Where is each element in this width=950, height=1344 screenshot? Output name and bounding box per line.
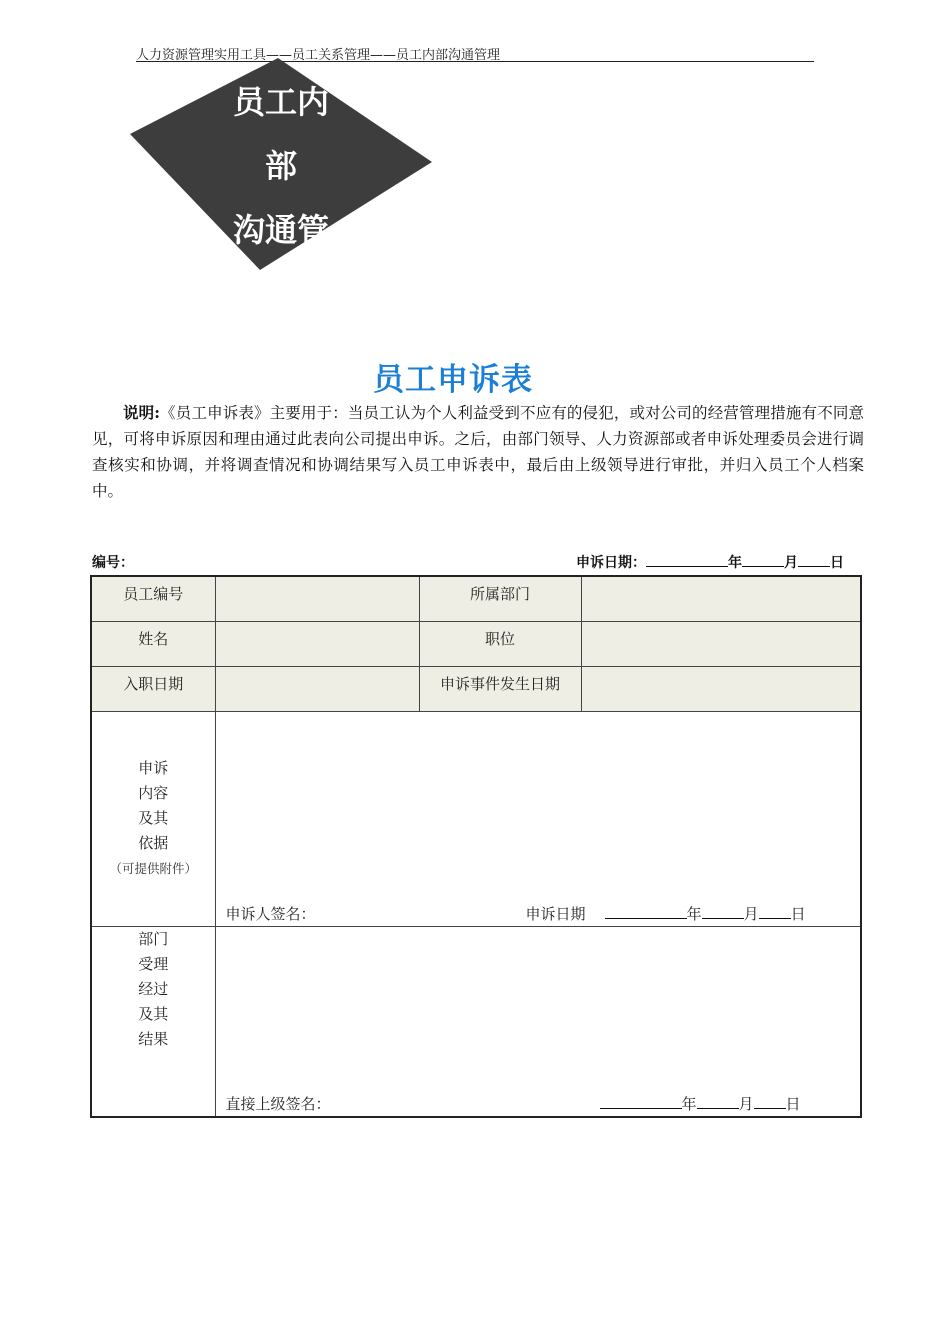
description-text: 《员工申诉表》主要用于：当员工认为个人利益受到不应有的侵犯，或对公司的经营管理措施有不同意见，可将申诉原因和理由通过此表向公司提出申诉。之后，由部门领导、人力资源部或者申诉处理委员会进行调查核实和协调，并将调查情况和协调结果写入员工申诉表中，最后由上级领导进行审批，并归入员工个人档案中。 xyxy=(92,404,864,500)
complaint-date-label: 申诉日期： xyxy=(576,555,646,571)
year-blank[interactable] xyxy=(646,552,728,567)
department-handling-label xyxy=(91,926,215,1117)
appeal-form-table xyxy=(90,575,862,1118)
handling-label-line: 及其 xyxy=(138,1004,169,1023)
supervisor-signature-line xyxy=(226,1093,851,1114)
sup-year-label: 年 xyxy=(681,1095,697,1113)
running-header: 人力资源管理实用工具——员工关系管理——员工内部沟通管理 xyxy=(136,48,501,63)
month-blank[interactable] xyxy=(742,552,784,567)
employee-id-label: 员工编号 xyxy=(91,576,215,621)
badge-line-1: 员工内 xyxy=(232,83,329,121)
form-title: 员工申诉表 xyxy=(373,362,533,398)
badge-text xyxy=(130,80,432,270)
form-meta-row xyxy=(92,552,844,572)
sig-month-label: 月 xyxy=(743,904,759,923)
sup-day-label: 日 xyxy=(785,1095,801,1113)
table-row xyxy=(91,711,861,926)
form-number-label: 编号： xyxy=(92,555,134,571)
year-label: 年 xyxy=(728,555,742,571)
position-field[interactable] xyxy=(581,621,861,666)
badge-line-3: 沟通管 xyxy=(232,211,329,249)
sup-month-blank[interactable] xyxy=(697,1094,739,1109)
complaint-label-line: 依据 xyxy=(138,834,169,852)
complaint-signature-line xyxy=(226,903,851,924)
supervisor-signature-date xyxy=(600,1093,801,1114)
sig-year-label: 年 xyxy=(686,904,702,923)
name-label: 姓名 xyxy=(91,621,215,666)
supervisor-signature-label: 直接上级签名： xyxy=(225,1095,331,1113)
complainant-signature-label: 申诉人签名： xyxy=(225,904,316,923)
hire-date-label: 入职日期 xyxy=(91,666,215,711)
sig-day-blank[interactable] xyxy=(759,904,791,919)
badge-line-2: 部 xyxy=(264,147,297,185)
description-label: 说明: xyxy=(123,403,161,422)
handling-label-line: 经过 xyxy=(138,979,169,998)
employee-id-field[interactable] xyxy=(215,576,419,621)
incident-date-label: 申诉事件发生日期 xyxy=(419,666,581,711)
sig-year-blank[interactable] xyxy=(605,904,687,919)
handling-label-line: 部门 xyxy=(138,929,169,948)
handling-label-line: 受理 xyxy=(138,954,169,973)
complaint-content-label xyxy=(91,711,215,926)
attachment-note: （可提供附件） xyxy=(109,861,197,876)
handling-label-line: 结果 xyxy=(138,1029,169,1048)
month-label: 月 xyxy=(784,555,798,571)
sup-month-label: 月 xyxy=(738,1095,754,1113)
complaint-label-line: 及其 xyxy=(138,809,169,827)
name-field[interactable] xyxy=(215,621,419,666)
sig-month-blank[interactable] xyxy=(702,904,744,919)
sup-year-blank[interactable] xyxy=(600,1094,682,1109)
complaint-content-field[interactable] xyxy=(215,711,861,926)
position-label: 职位 xyxy=(419,621,581,666)
department-handling-field[interactable] xyxy=(215,926,861,1117)
sup-day-blank[interactable] xyxy=(754,1094,786,1109)
incident-date-field[interactable] xyxy=(581,666,861,711)
table-row xyxy=(91,666,861,711)
form-description xyxy=(92,400,864,504)
sig-day-label: 日 xyxy=(790,904,806,923)
hire-date-field[interactable] xyxy=(215,666,419,711)
table-row xyxy=(91,926,861,1117)
day-blank[interactable] xyxy=(798,552,830,567)
table-row xyxy=(91,576,861,621)
signature-date-label: 申诉日期 xyxy=(525,904,586,923)
department-field[interactable] xyxy=(581,576,861,621)
day-label: 日 xyxy=(830,555,844,571)
complaint-signature-date xyxy=(526,903,806,924)
department-label: 所属部门 xyxy=(419,576,581,621)
section-badge xyxy=(130,58,432,270)
complaint-label-line: 内容 xyxy=(138,784,169,802)
table-row xyxy=(91,621,861,666)
complaint-date-header xyxy=(576,552,844,572)
complaint-label-line: 申诉 xyxy=(138,759,169,777)
